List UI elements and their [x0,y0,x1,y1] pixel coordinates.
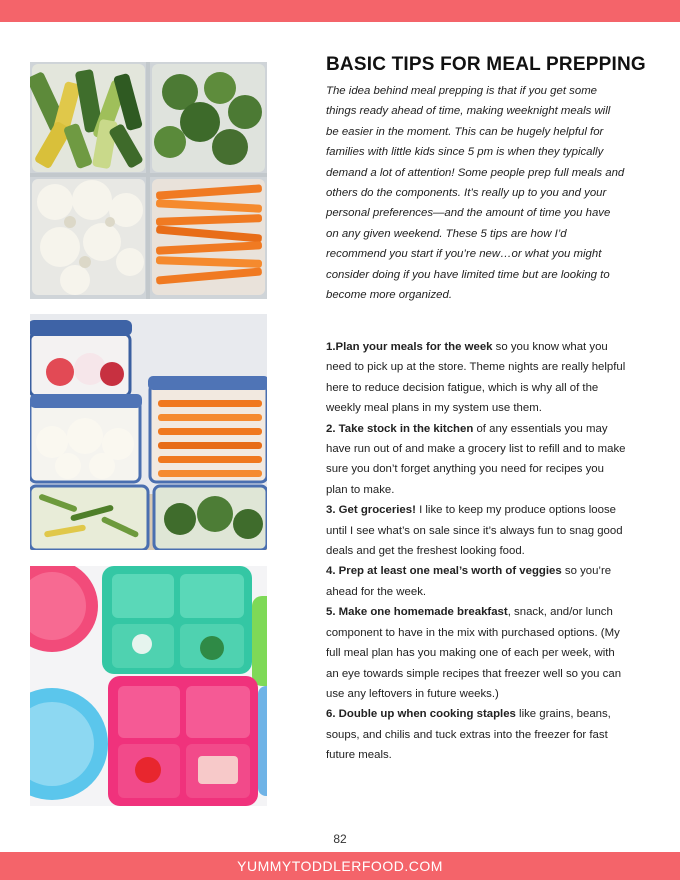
tip-item [326,602,626,704]
tip-text: so you know what you need to pick up at the store. Theme nights are really helpful here to reduce decision fatigue, which is why all of the weekly meal plans in my system use them. [326,341,626,415]
tip-item [326,337,626,419]
tip-text: so you’re ahead for the week. [326,565,612,598]
tip-heading: 5. Make one homemade breakfast [326,606,508,619]
tip-text: like grains, beans, soups, and chilis and tuck extras into the freezer for fast future meals. [326,708,611,762]
footer-bar [0,852,680,880]
photo-stacked-containers [30,314,267,550]
footer-website[interactable]: YUMMYTODDLERFOOD.COM [237,858,443,874]
tip-text: of any essentials you may have run out of and make a grocery list to refill and to make sure you don’t forget anything you need for recipes you plan to make. [326,422,626,496]
tip-heading: 1.Plan your meals for the week [326,341,493,353]
page-number: 82 [333,832,347,846]
tip-heading: 2. Take stock in the kitchen [326,422,474,435]
tip-text: , snack, and/or lunch component to have in the mix with purchased options. (My full meal plan has you making one of each per week, with an eye towards simple recipes that freezer well so you can use any leftovers in future weeks.) [326,606,622,700]
tip-heading: 4. Prep at least one meal’s worth of veggies [326,565,562,578]
photo-colorful-bento-boxes [30,566,267,806]
photo-prepped-vegetables [30,62,267,299]
tip-item [326,500,626,561]
tip-item [326,419,626,501]
tips-list [326,337,626,766]
tip-item [326,704,626,765]
tip-heading: 6. Double up when cooking staples [326,708,516,721]
tip-heading: 3. Get groceries! [326,504,416,517]
intro-paragraph: The idea behind meal prepping is that if you get some things ready ahead of time, making weeknight meals will be easier in the moment. This can be hugely helpful for families with little kids since 5 pm is when they typically demand a lot of attention! Some people prep full meals and others do the components. It’s really up to you and your personal preferences—and the amount of time you have on any given weekend. These 5 tips are how I’d recommend you start if you’re new…or what you might consider doing if you have limited time but are looking to become more organized. [326,85,625,302]
tip-item [326,561,626,602]
tip-text: I like to keep my produce options loose until I see what’s on sale since it’s always fun to snag good deals and get the freshest looking food. [326,504,623,558]
page-title: BASIC TIPS FOR MEAL PREPPING [326,54,646,75]
top-accent-bar [0,0,680,22]
